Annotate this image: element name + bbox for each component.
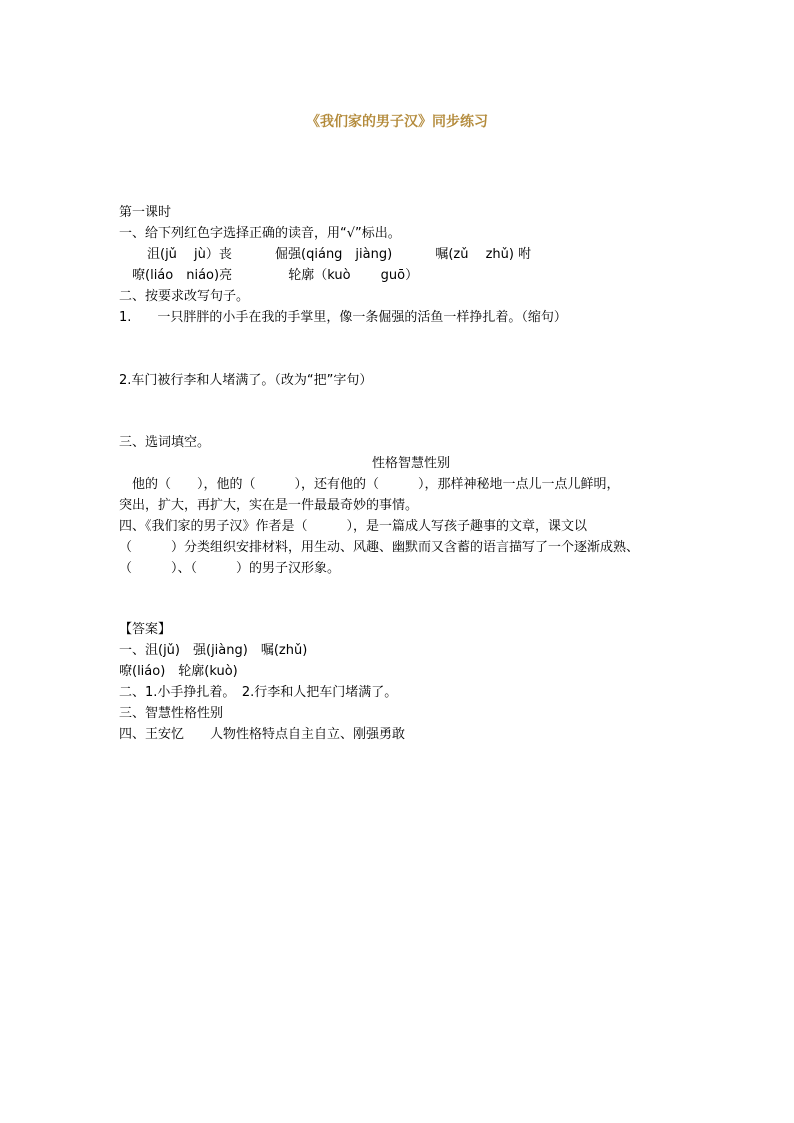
- answer-1-line1: 一、沮(jǔ) 强(jiàng) 嘱(zhǔ): [119, 643, 308, 658]
- answer-4: 四、王安忆 人物性格特点自主自立、刚强勇敢: [119, 727, 406, 742]
- answer-2: 二、1.小手挣扎着。 2.行李和人把车门堵满了。: [119, 685, 398, 700]
- q2-item2: 2.车门被行李和人堵满了。（改为“把”字句）: [119, 373, 373, 388]
- q1-heading: 一、给下列红色字选择正确的读音，用“√”标出。: [119, 226, 401, 241]
- q4-line3: （ ）、（ ）的男子汉形象。: [119, 561, 341, 576]
- q3-line2: 突出，扩大，再扩大，实在是一件最最奇妙的事情。: [119, 498, 419, 513]
- page-title: 《我们家的男子汉》同步练习: [306, 114, 488, 130]
- answer-3: 三、智慧性格性别: [119, 706, 224, 721]
- lesson-label: 第一课时: [119, 205, 172, 220]
- q2-heading: 二、按要求改写句子。: [119, 289, 250, 304]
- q3-word-bank: 性格智慧性别: [372, 456, 451, 471]
- q3-heading: 三、选词填空。: [119, 435, 211, 450]
- q1-row2: 嘹(liáo niáo)亮 轮廓（kuò guō）: [132, 268, 419, 283]
- answers-heading: 【答案】: [119, 622, 172, 637]
- answer-1-line2: 嘹(liáo) 轮廓(kuò): [119, 664, 238, 679]
- q3-line1: 他的（ ），他的（ ），还有他的（ ），那样神秘地一点儿一点儿鲜明，: [132, 477, 620, 492]
- q1-row1: 沮(jǔ jù）丧 倔强(qiáng jiàng) 嘱(zǔ zhǔ) 咐: [147, 247, 532, 262]
- q4-line2: （ ）分类组织安排材料，用生动、风趣、幽默而又含蓄的语言描写了一个逐渐成熟、: [119, 540, 640, 555]
- q2-item1: 1. 一只胖胖的小手在我的手掌里，像一条倔强的活鱼一样挣扎着。（缩句）: [119, 310, 567, 325]
- q4-line1: 四、《我们家的男子汉》作者是（ ），是一篇成人写孩子趣事的文章，课文以: [119, 519, 588, 534]
